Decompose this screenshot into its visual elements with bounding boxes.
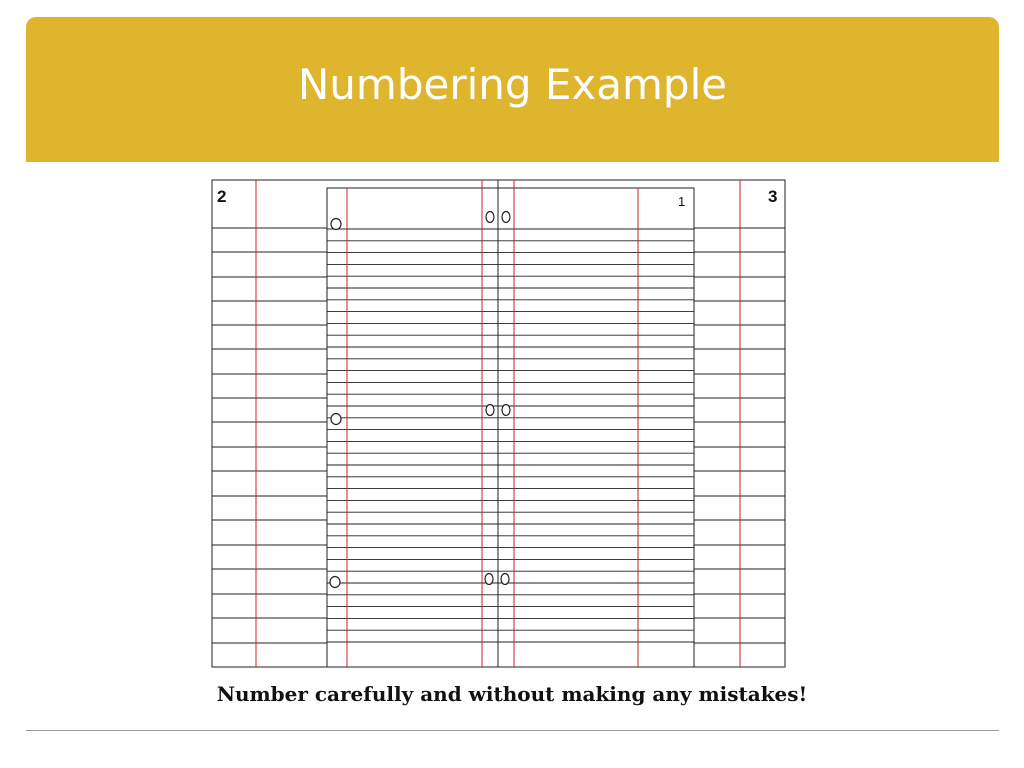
gutter-hole	[502, 405, 510, 416]
gutter-hole	[485, 574, 493, 585]
slide-title: Numbering Example	[297, 60, 728, 109]
inner-page-number: 1	[678, 194, 686, 209]
binder-hole	[330, 577, 340, 588]
gutter-hole	[501, 574, 509, 585]
gutter-hole	[486, 405, 494, 416]
gutter-hole	[502, 212, 510, 223]
left-page-number: 2	[217, 187, 227, 206]
right-page-number: 3	[768, 187, 778, 206]
binder-hole	[331, 414, 341, 425]
inner-page-lines	[327, 180, 694, 667]
caption-text: Number carefully and without making any mistakes!	[216, 682, 808, 706]
binder-hole	[331, 219, 341, 230]
footer-rule	[26, 730, 999, 731]
gutter-hole	[486, 212, 494, 223]
